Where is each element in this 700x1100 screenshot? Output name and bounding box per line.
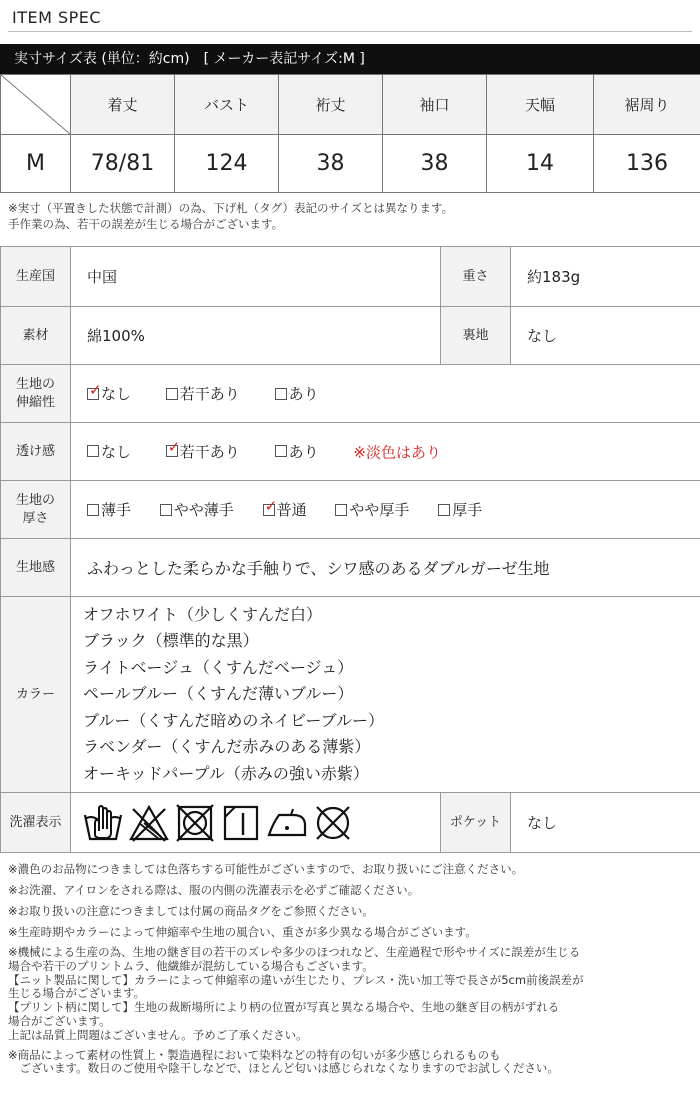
checkbox-icon <box>275 445 287 457</box>
color-item: オーキッドパープル（赤みの強い赤紫） <box>83 763 369 783</box>
care-note: ※お洗濯、アイロンをされる際は、服の内側の洗濯表示を必ずご確認ください。 <box>8 883 420 897</box>
thickness-option-normal: ✓ 普通 <box>264 496 307 519</box>
checkbox-icon <box>166 388 178 400</box>
lining-label: 裏地 <box>441 307 511 365</box>
care-note: ※生産時期やカラーによって伸縮率や生地の風合い、重さが多少異なる場合がございます。 <box>8 925 477 939</box>
wash-icons <box>71 793 441 853</box>
no-tumble-dry-icon <box>173 801 217 845</box>
header-sleeve-length: 裄丈 <box>279 75 383 135</box>
header-neck-width: 天幅 <box>487 75 594 135</box>
thickness-option-thick: 厚手 <box>438 499 482 520</box>
sheer-option-slight: ✓ 若干あり <box>167 438 240 461</box>
sheer-option-yes: あり <box>275 441 319 462</box>
origin-value: 中国 <box>71 247 441 307</box>
color-item: オフホワイト（少しくすんだ白） <box>83 604 323 624</box>
size-note <box>8 200 698 232</box>
wash-label: 洗濯表示 <box>1 793 71 853</box>
stretch-option-yes: あり <box>275 383 319 404</box>
stretch-option-slight: 若干あり <box>166 383 240 404</box>
check-mark-icon: ✓ <box>89 380 102 399</box>
checkbox-icon <box>87 380 102 400</box>
stretch-label: 生地の 伸縮性 <box>1 365 71 423</box>
header-bust: バスト <box>175 75 279 135</box>
checkbox-icon <box>263 496 278 516</box>
material-label: 素材 <box>1 307 71 365</box>
checkbox-icon <box>160 504 172 516</box>
pocket-value: なし <box>511 793 700 853</box>
header-cuff: 袖口 <box>383 75 487 135</box>
checkbox-icon <box>275 388 287 400</box>
header-length: 着丈 <box>71 75 175 135</box>
color-item: ラベンダー（くすんだ赤みのある薄紫） <box>83 737 371 757</box>
header-hem: 裾周り <box>594 75 700 135</box>
size-value-length: 78/81 <box>71 135 175 193</box>
checkbox-icon <box>87 504 99 516</box>
no-bleach-icon <box>127 801 171 845</box>
weight-value: 約183g <box>511 247 700 307</box>
stretch-options <box>71 365 700 423</box>
weight-label: 重さ <box>441 247 511 307</box>
color-item: ブルー（くすんだ暗めのネイビーブルー） <box>83 710 384 730</box>
color-item: ペールブルー（くすんだ薄いブルー） <box>83 684 354 704</box>
check-mark-icon: ✓ <box>167 438 181 457</box>
size-value-hem: 136 <box>594 135 700 193</box>
lining-value: なし <box>511 307 700 365</box>
care-notes <box>8 862 698 1076</box>
check-mark-icon: ✓ <box>264 496 278 515</box>
sheer-options <box>71 423 700 481</box>
size-table-corner <box>1 75 71 135</box>
thickness-options <box>71 481 700 539</box>
size-note-line: ※実寸（平置きした状態で計測）の為、下げ札（タグ）表記のサイズとは異なります。 <box>8 201 454 215</box>
checkbox-icon <box>87 445 99 457</box>
line-dry-shade-icon <box>219 801 263 845</box>
thickness-label: 生地の 厚さ <box>1 481 71 539</box>
pocket-label: ポケット <box>441 793 511 853</box>
checkbox-icon <box>438 504 450 516</box>
color-item: ブラック（標準的な黒） <box>83 631 259 651</box>
no-dry-clean-icon <box>311 801 355 845</box>
color-item: ライトベージュ（くすんだベージュ） <box>83 657 354 677</box>
size-label: M <box>1 135 71 193</box>
size-value-neck-width: 14 <box>487 135 594 193</box>
care-note: ※お取り扱いの注意につきましては付属の商品タグをご参照ください。 <box>8 904 374 918</box>
size-table-caption: 実寸サイズ表 (単位：約cm) [ メーカー表記サイズ:M ] <box>0 44 700 74</box>
care-note: ※商品によって素材の性質上・製造過程において染料などの特有の匂いが多少感じられるものも ございます。数日のご使用や陰干しなどで、ほとんど匂いは感じられなくなりますのでお試しください。 <box>8 1047 559 1076</box>
iron-low-icon <box>265 801 309 845</box>
material-value: 綿100% <box>71 307 441 365</box>
size-table <box>0 74 700 193</box>
thickness-option-thin: 薄手 <box>87 499 131 520</box>
thickness-option-slightly-thick: やや厚手 <box>335 499 409 520</box>
care-note: ※機械による生産の為、生地の継ぎ目の若干のズレや多少のほつれなど、生産過程で形やサイズに誤差が生じる 場合や若干のプリントムラ、他繊維が混紡している場合もございます。 【ニット製品に関して】カラーによって伸縮率の違いが生じたり、プレス・洗い加工等で長さが5cm前後誤差が 生じる場合がございます。 【プリント柄に関して】生地の裁断場所により柄の位置が写真と異なる場合や、生地の継ぎ目の柄がずれる 場合がございます。 上記は品質上問題はございません。予めご了承ください。 <box>8 945 584 1042</box>
origin-label: 生産国 <box>1 247 71 307</box>
stretch-option-none: ✓ なし <box>89 380 132 403</box>
checkbox-icon <box>166 438 181 457</box>
sheer-label: 透け感 <box>1 423 71 481</box>
hand-wash-icon <box>81 801 125 845</box>
texture-value: ふわっとした柔らかな手触りで、シワ感のあるダブルガーゼ生地 <box>71 539 700 597</box>
sheer-option-none: なし <box>87 441 131 462</box>
thickness-option-slightly-thin: やや薄手 <box>160 499 234 520</box>
sheer-note: ※淡色はあり <box>353 443 441 462</box>
size-value-sleeve-length: 38 <box>279 135 383 193</box>
size-note-line: 手作業の為、若干の誤差が生じる場合がございます。 <box>8 217 284 231</box>
color-label: カラー <box>1 597 71 793</box>
texture-label: 生地感 <box>1 539 71 597</box>
spec-table <box>0 246 700 853</box>
size-value-bust: 124 <box>175 135 279 193</box>
page-title: ITEM SPEC <box>8 6 692 32</box>
checkbox-icon <box>335 504 347 516</box>
color-list <box>71 597 700 793</box>
care-note: ※濃色のお品物につきましては色落ちする可能性がございますので、お取り扱いにご注意ください。 <box>8 862 524 876</box>
size-value-cuff: 38 <box>383 135 487 193</box>
